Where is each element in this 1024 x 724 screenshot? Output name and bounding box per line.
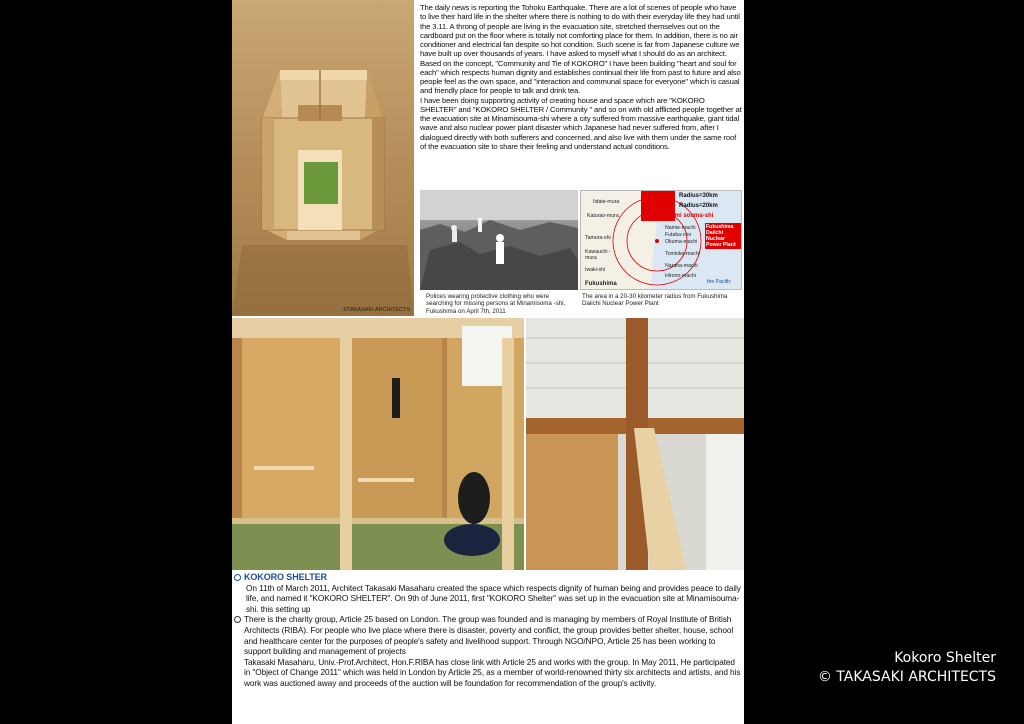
circle-bullet-icon (234, 574, 241, 581)
model-photo (232, 0, 414, 316)
map-place-7: Tomioka-machi (665, 251, 700, 257)
slide-credit-copyright: © TAKASAKI ARCHITECTS (817, 669, 996, 685)
map-place-10: Hirono-machi (665, 273, 696, 279)
ceiling-photo (526, 318, 744, 570)
map-place-5: Tamura-shi (585, 235, 611, 241)
shelter-para1: On 11th of March 2011, Architect Takasaki Masaharu created the space which respects dignity of human being and provides peace to daily life, and named it "KOKORO SHELTER". On 9th of June 2011, first "KOKORO Shelter" was set up in the evacuation site at Minamisouma-shi. this setting up (246, 582, 741, 614)
map-place-9: Naraha-machi (665, 263, 698, 269)
shelter-para3: Takasaki Masaharu, Univ.-Prof.Architect, Hon.F.RIBA has close link with Article 25 and works with the group. In May 2011, He participated in "Object of Change 2011" which was held in London by Article 25, as a member of world-renowned thirty six architects and artists, and his work was auctioned away and proceeds of the auction will be foundation for recommendation of the group's activity. (244, 656, 741, 688)
ceiling-drawing (526, 318, 744, 570)
interior-drawing (232, 318, 524, 570)
article-concept: Based on the concept, "Community and Tie of KOKORO" I have been building "heart and soul for each" which respects human dignity and establishes continual their life from past to future and also people feel as the own space, and "interaction and communal space for everyone" which is casual and friendly place for people to talk and drink tea. (420, 58, 741, 96)
news-photo-caption: Polices wearing protective clothing who were searching for missing persons at Minamisoma -shi, Fukushima on April 7th, 2011 (426, 293, 566, 315)
map-place-4: Okuma-machi (665, 239, 698, 245)
interior-photo (232, 318, 524, 570)
article-intro: The daily news is reporting the Tohoku Earthquake. There are a lot of scenes of people who have to live their hard life in the shelter where there is nothing to do with their everyday life they had until the 3.11. A throng of people are living in the evacuation site, stretched themselves out on the cardboard put on the floor where is totally not comforting place for them. In addition, there is no air conditioner and electrical fan despite so hot condition. Such scene is far from Japanese culture we have built up over thousands of years. I have asked to myself what I should do as an architect. (420, 3, 740, 59)
map-plant-box (705, 223, 741, 249)
model-photo-credit: ©TAKASAKI ARCHITECTS (343, 306, 410, 313)
map-prefecture: Fukushima (585, 281, 617, 287)
map-radius20: Radius=20km (679, 203, 718, 209)
shelter-heading-row (234, 572, 742, 583)
article-body (420, 3, 742, 151)
magazine-page (232, 0, 744, 724)
map-radius30: Radius=30km (679, 193, 718, 199)
map-place-2: Namie-machi (665, 225, 696, 231)
map-place-0: Iidate-mura (593, 199, 620, 205)
circle-bullet-icon (234, 616, 241, 623)
shelter-para2: There is the charity group, Article 25 based on London. The group was founded and is managing by members of Royal Institute of British Architects (RIBA). For people who live place where there is disaster, poverty and conflict, the group provides better shelter, house, school and healthcare center for the purposes of people's safety and livelihood support. Through NGO/NPO, Article 25 has been working to support building and management of projects (244, 614, 734, 657)
map-pacific: the Pacific (707, 279, 731, 285)
map-place-8: Iwaki-shi (585, 267, 606, 273)
map-place-6: Kawauchi -mura (585, 249, 611, 261)
article-activity: I have been doing supporting activity of creating house and space which are "KOKORO SHELTER" and "KOKORO SHELTER / Community " and so on with old afflicted people together at the evacuation site at Minamisouma-shi where a city suffered from massive earthquake, giant tidal wave and also nuclear power plant disaster which Japanese had never suffered from, after I dialogued directly with both sufferers and concerned, and also live with them under the same roof of the evacuation site to share their feeling and understand actual conditions. (420, 95, 742, 151)
map-plant-label: Fukushima Daiichi Nuclear Power Plant (706, 224, 736, 248)
shelter-para2-row (234, 614, 742, 656)
map-place-1: Katurao-mura (587, 213, 619, 219)
shelter-section (234, 572, 742, 689)
debris-field-drawing (420, 190, 578, 290)
map-caption: The area in a 20-30 kilometer radius from Fukushima Daiichi Nuclear Power Plant (582, 293, 728, 308)
shelter-heading: KOKORO SHELTER (244, 572, 327, 582)
shelter-model-drawing (232, 0, 414, 316)
slide-credit-title: Kokoro Shelter (894, 650, 996, 666)
radius-map (580, 190, 742, 290)
news-photo (420, 190, 578, 290)
map-city: Minami souma-shi (661, 213, 714, 219)
map-place-3: Futaba-cho (665, 232, 692, 238)
